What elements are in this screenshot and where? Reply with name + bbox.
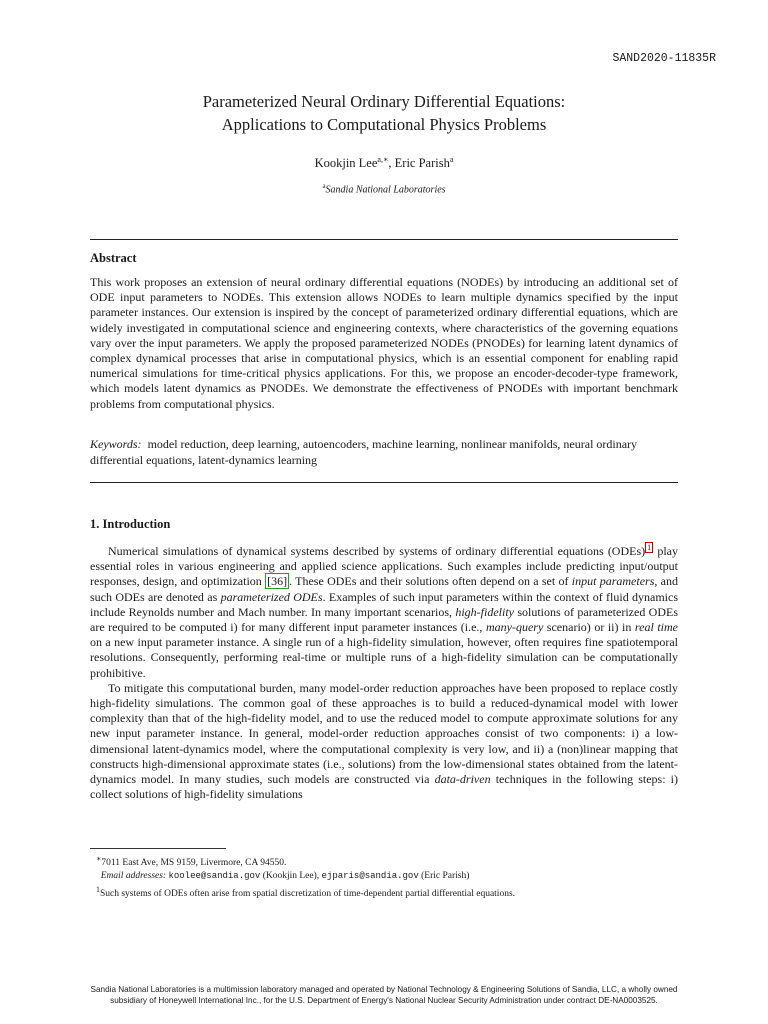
footnote-corresponding bbox=[96, 852, 678, 870]
text-span: To mitigate this computational burden, many model-order reduction approaches have been proposed to replace costly high-fidelity simulations. The common goal of these approaches is to build a reduced-dynamical model with lower complexity than that of the high-fidelity model, and to use the reduced model to compute approximate solutions for any new input parameter instance. In general, model-order reduction approaches consist of two components: i) a low-dimensional latent-dynamics model, where the computational complexity is very low, and ii) a (non)linear mapping that constructs high-dimensional approximate states (i.e., solutions) from the low-dimensional states obtained from the latent-dynamics model. In many studies, such models are constructed via bbox=[90, 680, 678, 787]
footnote-text: (Kookjin Lee), bbox=[260, 871, 322, 882]
text-span: play essential roles in various engineering and applied science applications. Such examples include predicting input/output responses, design, and optimization bbox=[90, 544, 678, 589]
author-name: Kookjin Lee bbox=[314, 156, 378, 171]
footnote-mark: 1 bbox=[96, 885, 100, 895]
affiliation-mark: a bbox=[322, 182, 326, 190]
text-span: solutions of parameterized ODEs are required to be computed i) for many different input parameter instances (i.e., bbox=[90, 604, 678, 635]
footnotes bbox=[96, 852, 678, 901]
abstract-top-rule bbox=[90, 239, 678, 240]
author-marks: a,∗ bbox=[377, 155, 389, 164]
emphasis: data-driven bbox=[434, 772, 491, 787]
emphasis: many-query bbox=[485, 620, 544, 635]
footnote-text: 7011 East Ave, MS 9159, Livermore, CA 94550. bbox=[101, 858, 287, 869]
text-span: . These ODEs and their solutions often depend on a set of bbox=[289, 574, 572, 589]
affiliation-name: Sandia National Laboratories bbox=[325, 184, 446, 196]
footnote-mark: ∗ bbox=[96, 854, 102, 863]
footnote-text: (Eric Parish) bbox=[418, 871, 470, 882]
footnote-rule bbox=[90, 848, 226, 849]
keywords-label: Keywords: bbox=[90, 437, 142, 451]
text-span: scenario) or ii) in bbox=[543, 620, 635, 635]
text-span: techniques in the following steps: i) collect solutions of high-fidelity simulations bbox=[90, 772, 679, 802]
email-link[interactable]: ejparis@sandia.gov bbox=[321, 871, 419, 882]
affiliation bbox=[0, 182, 768, 195]
paragraph bbox=[90, 681, 678, 803]
emphasis: real time bbox=[634, 620, 679, 635]
footnote-link[interactable]: 1 bbox=[647, 543, 652, 552]
emphasis: parameterized ODEs bbox=[220, 589, 323, 604]
keywords bbox=[90, 437, 678, 468]
email-label: Email addresses: bbox=[100, 871, 167, 882]
author-marks: a bbox=[449, 155, 454, 164]
text-span: Numerical simulations of dynamical systems described by systems of ordinary differential equations (ODEs) bbox=[108, 544, 646, 558]
title-line-2: Applications to Computational Physics Problems bbox=[221, 115, 547, 134]
section-heading-introduction: 1. Introduction bbox=[90, 517, 171, 531]
author-separator: , bbox=[388, 156, 395, 171]
citation-link[interactable]: [36] bbox=[267, 574, 288, 589]
author-list bbox=[0, 155, 768, 171]
text-span: , and such ODEs are denoted as bbox=[90, 574, 678, 604]
emphasis: high-fidelity bbox=[455, 604, 514, 619]
text-span: on a new input parameter instance. A single run of a high-fidelity simulation, however, often requires fine spatiotemporal resolutions. Consequently, performing real-time or multiple runs of a high-fidelity simulation can be computationally prohibitive. bbox=[90, 635, 678, 680]
author-name: Eric Parish bbox=[394, 156, 450, 171]
funding-note bbox=[40, 984, 728, 1006]
abstract-heading: Abstract bbox=[90, 251, 137, 265]
email-link[interactable]: koolee@sandia.gov bbox=[168, 871, 261, 882]
emphasis: input parameters bbox=[571, 574, 655, 589]
funding-note-line-1: Sandia National Laboratories is a multimission laboratory managed and operated by National Technology & Engineering Solutions of Sandia, LLC, a wholly owned bbox=[90, 985, 678, 994]
abstract-body: This work proposes an extension of neural ordinary differential equations (NODEs) by introducing an additional set of ODE input parameters to NODEs. This extension allows NODEs to learn multiple dynamics specified by the input parameter instances. Our extension is inspired by the concept of parameterized ordinary differential equations, which are widely investigated in computational science and engineering contexts, where characteristics of the governing equations vary over the input parameters. We apply the proposed parameterized NODEs (PNODEs) for learning latent dynamics of complex dynamical processes that arise in computational physics, which is an essential component for enabling rapid numerical simulations for time-critical physics applications. For this, we propose an encoder-decoder-type framework, which models latent dynamics as PNODEs. We demonstrate the effectiveness of PNODEs with important benchmark problems from computational physics. bbox=[90, 275, 678, 411]
footnote-text: Such systems of ODEs often arise from spatial discretization of time-dependent partial differential equations. bbox=[99, 889, 516, 900]
report-number: SAND2020-11835R bbox=[612, 52, 716, 65]
abstract-bottom-rule bbox=[90, 482, 678, 483]
keywords-text: model reduction, deep learning, autoencoders, machine learning, nonlinear manifolds, neural ordinary differential equations, latent-dynamics learning bbox=[90, 437, 638, 467]
footnote-emails bbox=[96, 870, 678, 883]
text-span: . Examples of such input parameters within the context of fluid dynamics include Reynolds number and Mach number. In many important scenarios, bbox=[90, 589, 679, 619]
introduction-body bbox=[90, 544, 678, 802]
footnote-1 bbox=[96, 883, 678, 901]
paragraph bbox=[90, 544, 678, 681]
paper-title bbox=[0, 90, 768, 136]
title-line-1: Parameterized Neural Ordinary Differential Equations: bbox=[202, 92, 566, 111]
funding-note-line-2: subsidiary of Honeywell International Inc., for the U.S. Department of Energy's National Nuclear Security Administration under contract DE-NA0003525. bbox=[110, 996, 658, 1005]
